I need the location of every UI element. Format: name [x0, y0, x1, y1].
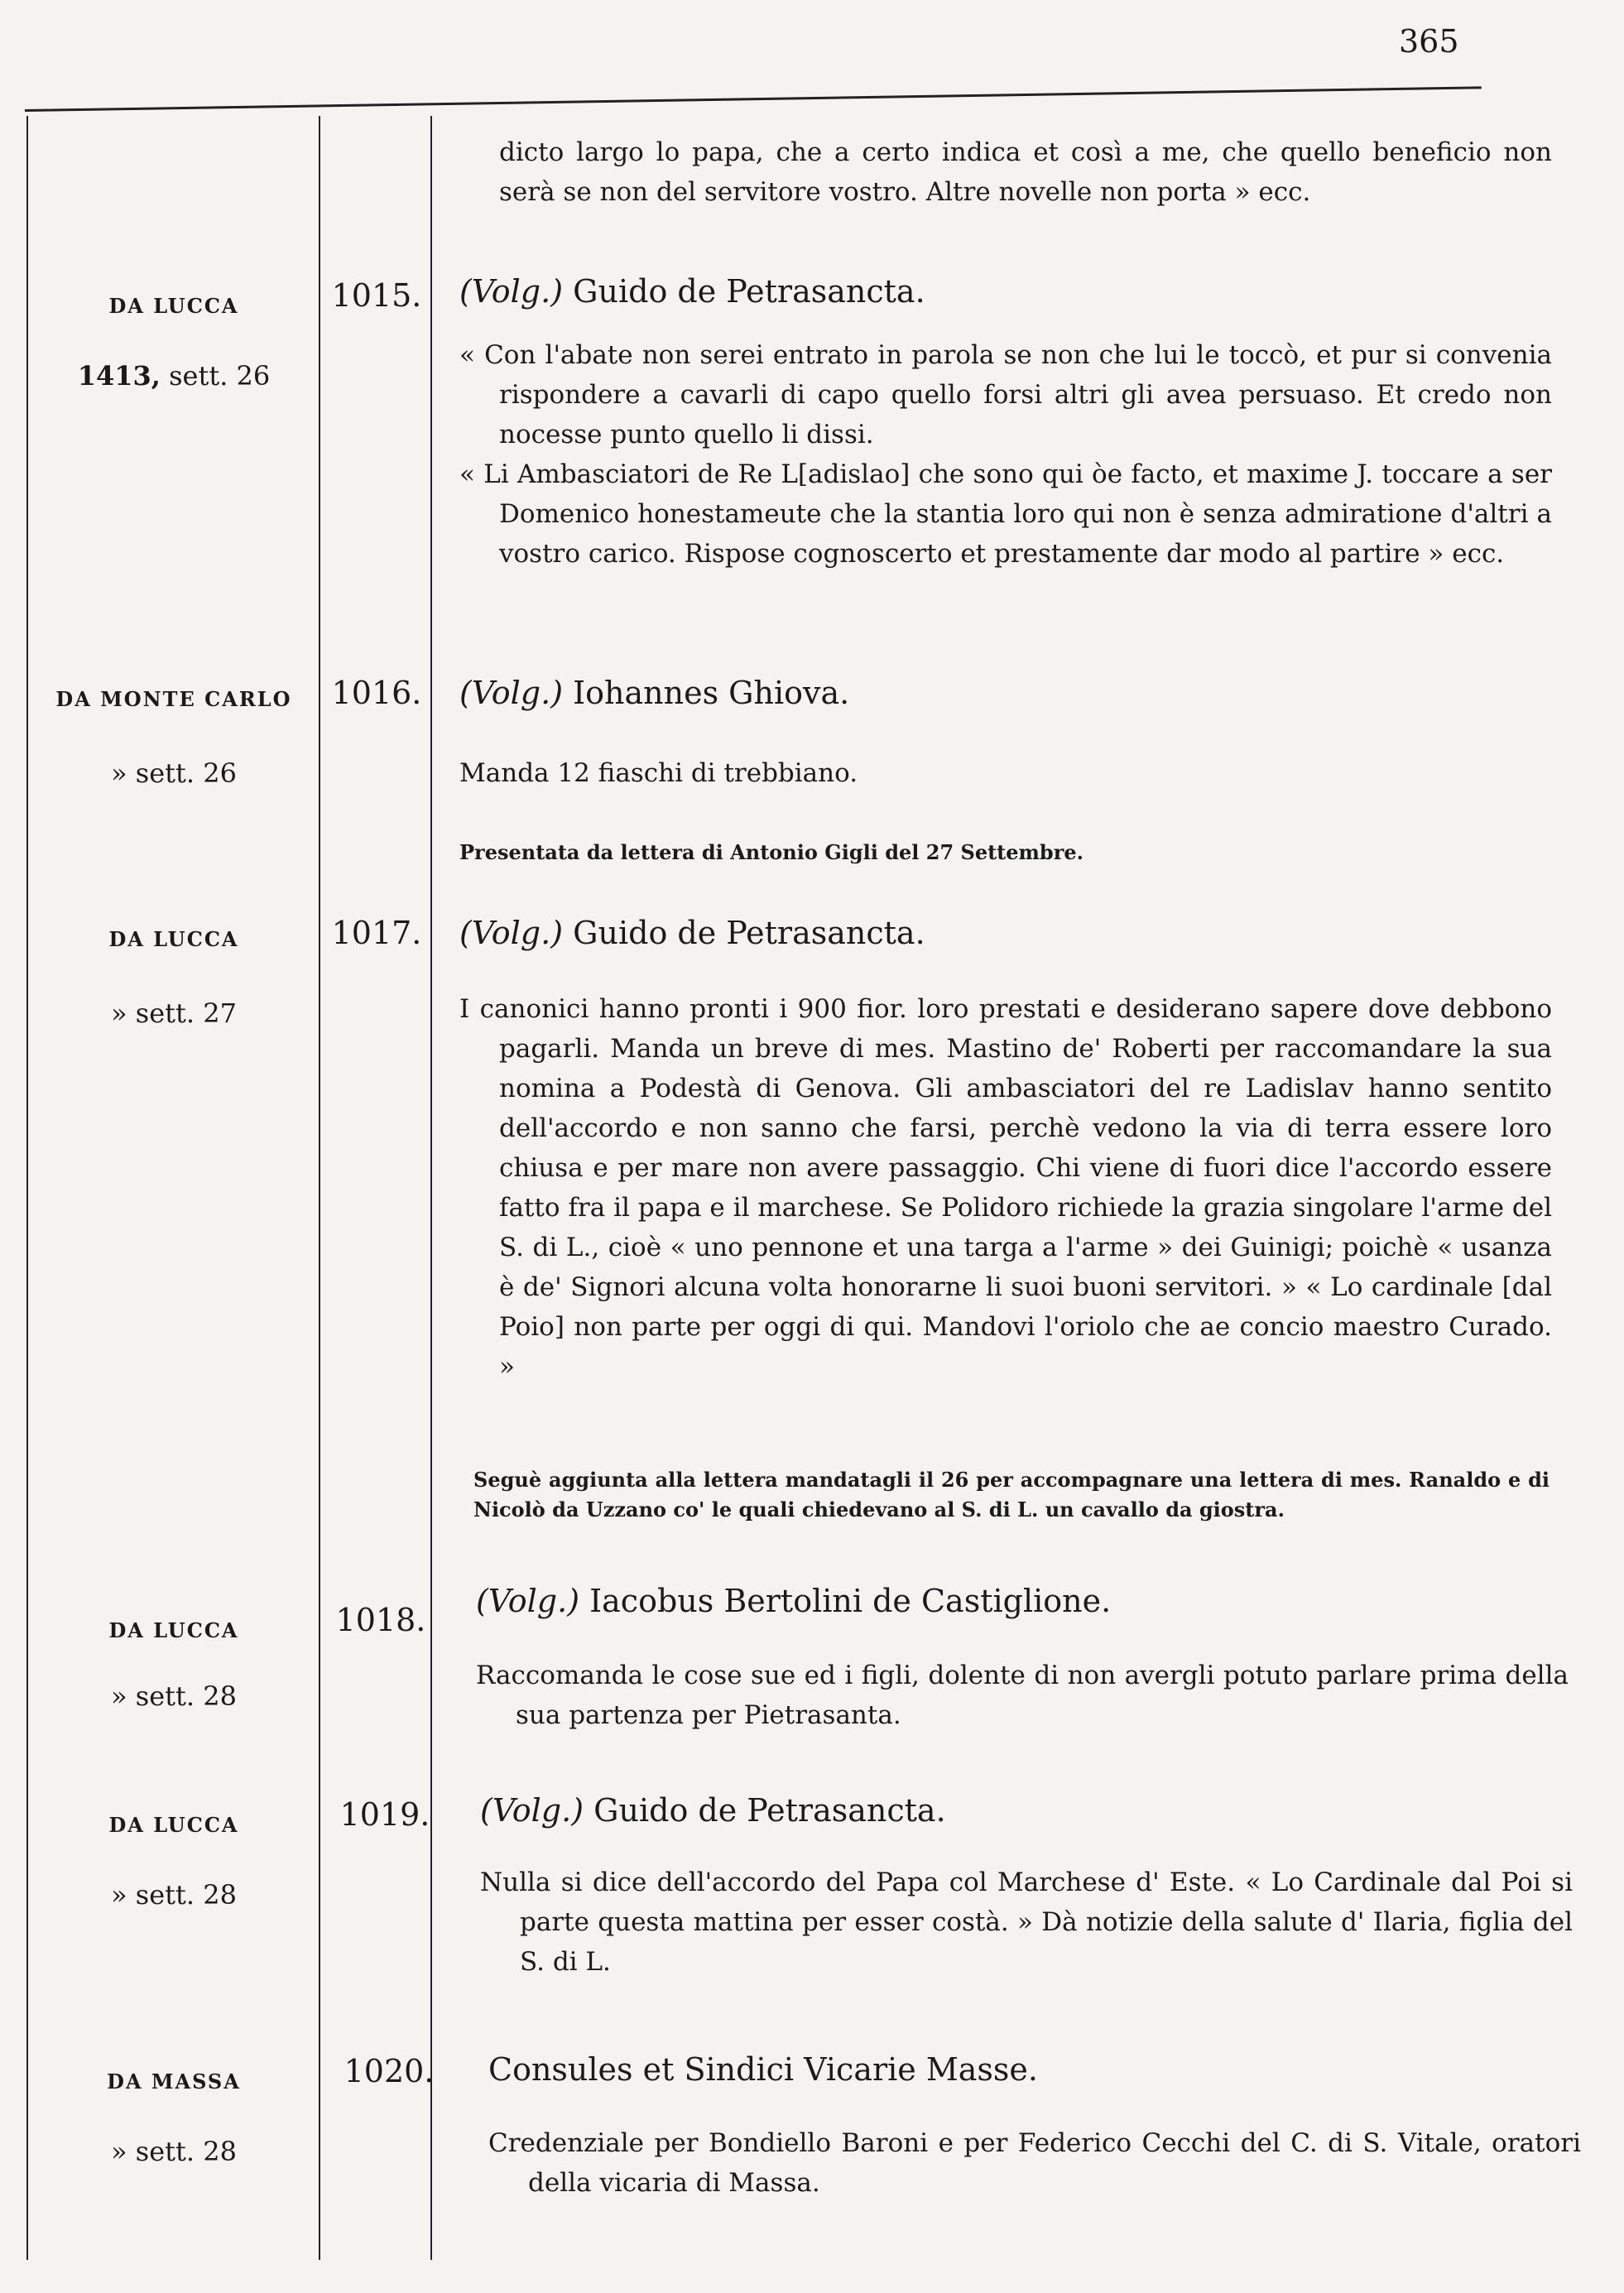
entry-date: » sett. 28: [111, 1680, 237, 1712]
entry-place: DA LUCCA: [108, 1813, 239, 1837]
entry-date: » sett. 28: [111, 2136, 237, 2167]
entry-note: Presentata da lettera di Antonio Gigli del 27 Settembre.: [459, 840, 1083, 864]
entry-author: Guido de Petrasancta.: [593, 1792, 946, 1829]
entry-body: [459, 335, 1552, 574]
entry-author: Iohannes Ghiova.: [573, 675, 850, 711]
page-number: 365: [1399, 23, 1459, 60]
entry-note: Seguè aggiunta alla lettera mandatagli il 26 per accompagnare una lettera di mes. Ranaldo e di Nicolò da Uzzano co' le quali chiedevano al S. di L. un cavallo da giostra.: [473, 1468, 1550, 1521]
entry-body: Manda 12 fiaschi di trebbiano.: [459, 758, 858, 788]
entry-place: DA MASSA: [107, 2069, 241, 2094]
column-divider-number: [430, 116, 432, 2260]
entry-number: 1015.: [331, 277, 422, 314]
entry-date: » sett. 26: [111, 757, 237, 789]
continuation-text: dicto largo lo papa, che a certo indica et così a me, che quello beneficio non serà se non del servitore vostro. Altre novelle non porta » ecc.: [499, 137, 1552, 207]
entry-number: 1019.: [339, 1796, 430, 1833]
entry-author: Guido de Petrasancta.: [573, 273, 925, 310]
entry-author: Iacobus Bertolini de Castiglione.: [589, 1583, 1112, 1619]
entry-place: DA MONTE CARLO: [55, 687, 292, 711]
volg-label: (Volg.): [480, 1792, 584, 1829]
entry-number: 1017.: [331, 915, 422, 951]
entry-title: [459, 273, 925, 310]
entry-title: [459, 915, 925, 951]
entry-date: » sett. 28: [111, 1879, 237, 1911]
entry-date: [37, 360, 310, 392]
entry-paragraph: I canonici hanno pronti i 900 fior. loro prestati e desiderano sapere dove debbono pagarli. Manda un breve di mes. Mastino de' Roberti per raccomandare la sua nomina a Podestà di Genova. Gli ambasciatori del re Ladislav hanno sentito dell'accordo e non sanno che farsi, perchè vedono la via di terra essere loro chiusa e per mare non avere passaggio. Chi viene di fuori dice l'accordo essere fatto fra il papa e il marchese. Se Polidoro richiede la grazia singolare l'arme del S. di L., cioè « uno pennone et una targa a l'arme » dei Guinigi; poichè « usanza è de' Signori alcuna volta honorarne li suoi buoni servitori. » « Lo cardinale [dal Poio] non parte per oggi di qui. Mandovi l'oriolo che ae concio maestro Curado. »: [459, 994, 1552, 1382]
entry-number: 1020.: [344, 2053, 435, 2089]
entry-date: » sett. 27: [111, 997, 237, 1029]
entry-title: Consules et Sindici Vicarie Masse.: [488, 2051, 1038, 2088]
entry-paragraph: « Con l'abate non serei entrato in parola se non che lui le toccò, et pur si convenia rispondere a cavarli di capo quello forsi altri gli avea persuaso. Et credo non nocesse punto quello li dissi.: [459, 340, 1552, 449]
entry-body: [480, 1863, 1573, 1982]
entry-title: [476, 1583, 1111, 1619]
entry-place: DA LUCCA: [108, 927, 239, 951]
volg-label: (Volg.): [459, 915, 564, 951]
column-divider-left: [26, 116, 28, 2260]
volg-label: (Volg.): [459, 675, 564, 711]
entry-day: sett. 26: [169, 360, 271, 392]
entry-body: [476, 1656, 1569, 1735]
entry-author: Guido de Petrasancta.: [573, 915, 925, 951]
entry-title: [459, 675, 849, 711]
entry-title: [480, 1792, 946, 1829]
header-rule: [25, 86, 1482, 112]
column-divider-date: [319, 116, 320, 2260]
entry-number: 1018.: [335, 1602, 426, 1638]
entry-paragraph: « Li Ambasciatori de Re L[adislao] che sono qui òe facto, et maxime J. toccare a ser Domenico honestameute che la stantia loro qui non è senza admiratione d'altri a vostro carico. Rispose cognoscerto et prestamente dar modo al partire » ecc.: [459, 459, 1552, 569]
entry-place: DA LUCCA: [108, 1618, 239, 1642]
entry-paragraph: Nulla si dice dell'accordo del Papa col Marchese d' Este. « Lo Cardinale dal Poi si parte questa mattina per esser costà. » Dà notizie della salute d' Ilaria, figlia del S. di L.: [480, 1868, 1573, 1977]
volg-label: (Volg.): [476, 1583, 580, 1619]
entry-paragraph: Raccomanda le cose sue ed i figli, dolente di non avergli potuto parlare prima della sua partenza per Pietrasanta.: [476, 1661, 1569, 1730]
entry-body: [459, 989, 1552, 1387]
entry-paragraph: Credenziale per Bondiello Baroni e per Federico Cecchi del C. di S. Vitale, oratori della vicaria di Massa.: [488, 2128, 1581, 2198]
entry-body: [488, 2123, 1581, 2203]
entry-year: 1413,: [77, 360, 161, 392]
entry-number: 1016.: [331, 675, 422, 711]
volg-label: (Volg.): [459, 273, 564, 310]
entry-place: DA LUCCA: [108, 294, 239, 318]
